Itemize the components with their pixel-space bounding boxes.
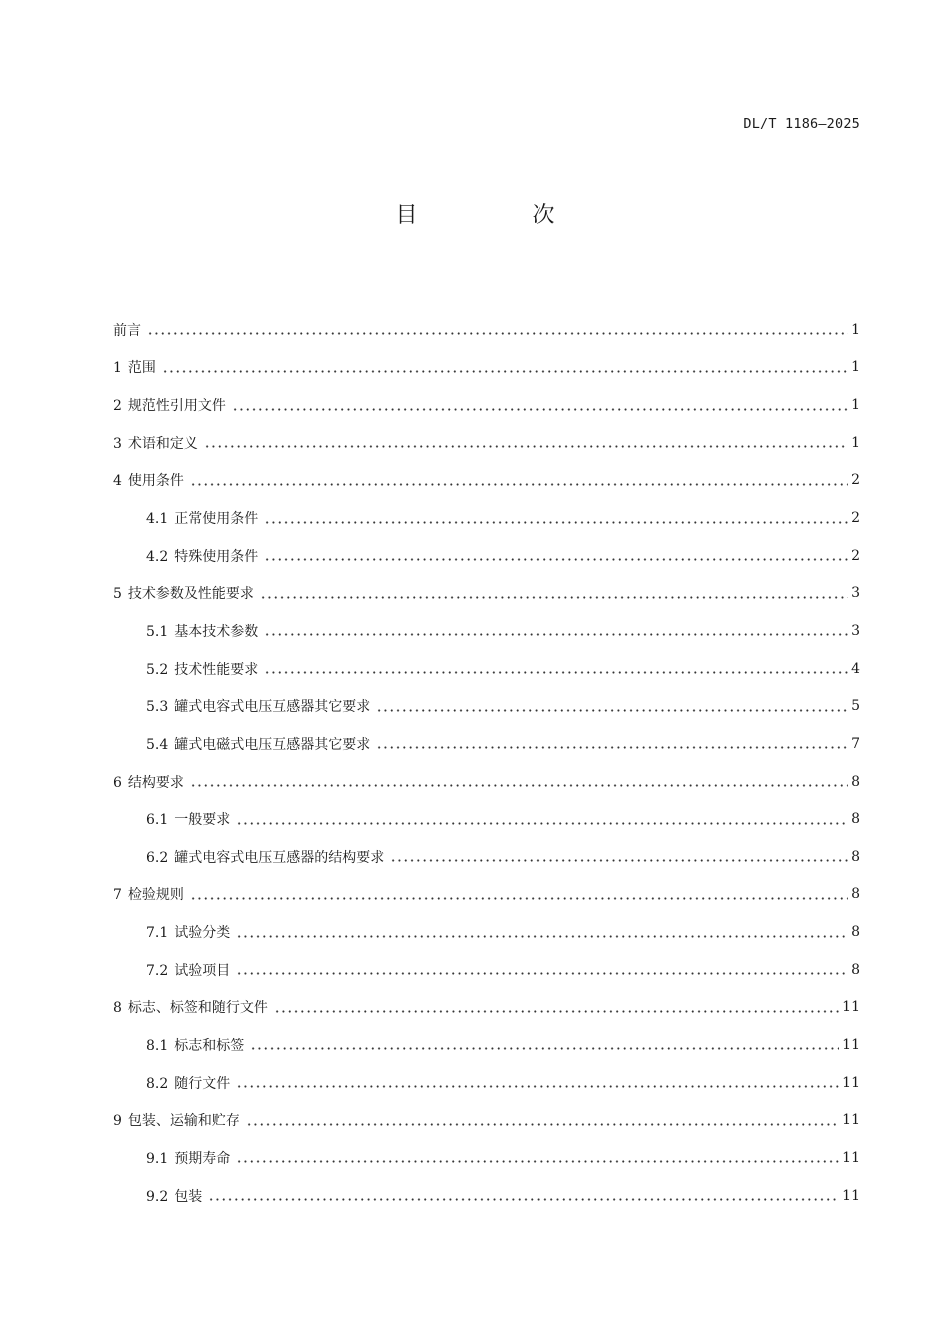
toc-entry[interactable]	[113, 913, 860, 951]
toc-entry[interactable]	[113, 1064, 860, 1102]
toc-entry-label	[146, 1186, 205, 1206]
dot-leader	[236, 972, 848, 975]
toc-entry-number: 7.1	[146, 925, 169, 942]
toc-entry-label	[146, 734, 373, 754]
toc-entry-page-number: 2	[851, 472, 860, 489]
dot-leader	[236, 1085, 839, 1088]
dot-leader	[236, 935, 848, 938]
dot-leader	[376, 746, 848, 749]
dot-leader	[232, 408, 848, 411]
toc-entry-page-number: 8	[851, 924, 860, 941]
toc-entry-label	[113, 395, 229, 415]
toc-entry-title: 正常使用条件	[174, 511, 259, 528]
toc-entry-number: 5.1	[146, 623, 169, 640]
dot-leader	[190, 483, 848, 486]
toc-entry-number: 5.2	[146, 661, 169, 678]
toc-entry[interactable]	[113, 424, 860, 462]
dot-leader	[264, 671, 848, 674]
dot-leader	[264, 558, 848, 561]
toc-entry-page-number: 8	[851, 961, 860, 978]
toc-entry-number: 9.1	[146, 1150, 169, 1167]
toc-entry-title: 罐式电容式电压互感器其它要求	[174, 699, 371, 716]
toc-entry[interactable]	[113, 537, 860, 575]
dot-leader	[162, 370, 848, 373]
toc-entry-label	[146, 809, 233, 829]
toc-entry-label	[113, 357, 159, 377]
toc-entry-number: 8	[113, 1000, 122, 1017]
toc-entry-title: 罐式电磁式电压互感器其它要求	[174, 736, 371, 753]
toc-entry-title: 术语和定义	[127, 435, 198, 452]
toc-entry-label	[146, 621, 261, 641]
toc-entry-number: 6.2	[146, 849, 169, 866]
toc-entry-label	[146, 659, 261, 679]
toc-entry-page-number: 1	[851, 397, 860, 414]
toc-entry-title: 结构要求	[127, 774, 184, 791]
toc-entry-label	[146, 508, 261, 528]
toc-entry[interactable]	[113, 725, 860, 763]
toc-entry-page-number: 11	[842, 999, 860, 1016]
toc-entry-title: 特殊使用条件	[174, 548, 259, 565]
toc-entry-number: 8.2	[146, 1075, 169, 1092]
dot-leader	[204, 445, 848, 448]
toc-entry-number: 3	[113, 435, 122, 452]
toc-title: 目 次	[395, 203, 609, 228]
toc-entry-title: 技术参数及性能要求	[127, 586, 254, 603]
toc-entry-title: 包装、运输和贮存	[127, 1113, 240, 1130]
toc-entry-title: 前言	[113, 322, 141, 339]
toc-entry-number: 4	[113, 473, 122, 490]
toc-entry-page-number: 8	[851, 811, 860, 828]
toc-entry-label	[113, 772, 187, 792]
dot-leader	[147, 332, 848, 335]
toc-entry[interactable]	[113, 951, 860, 989]
toc-entry-number: 5.4	[146, 736, 169, 753]
toc-entry-number: 9.2	[146, 1188, 169, 1205]
toc-entry-title: 试验分类	[174, 925, 231, 942]
toc-entry-title: 标志和标签	[174, 1037, 245, 1054]
toc-entry-page-number: 11	[842, 1149, 860, 1166]
toc-entry-page-number: 2	[851, 547, 860, 564]
dot-leader	[236, 822, 848, 825]
toc-entry-number: 6	[113, 774, 122, 791]
toc-entry[interactable]	[113, 1101, 860, 1139]
toc-entry[interactable]	[113, 1139, 860, 1177]
dot-leader	[208, 1198, 839, 1201]
toc-entry-page-number: 4	[851, 660, 860, 677]
toc-entry-page-number: 3	[851, 622, 860, 639]
toc-entry-label	[146, 847, 387, 867]
toc-entry-number: 9	[113, 1113, 122, 1130]
toc-entry[interactable]	[113, 650, 860, 688]
toc-entry-title: 罐式电容式电压互感器的结构要求	[174, 849, 385, 866]
toc-entry-page-number: 11	[842, 1074, 860, 1091]
toc-entry-page-number: 5	[851, 698, 860, 715]
dot-leader	[264, 633, 848, 636]
toc-entry-number: 2	[113, 398, 122, 415]
toc-entry-label	[113, 470, 187, 490]
toc-entry-number: 8.1	[146, 1037, 169, 1054]
toc-entry-label	[146, 960, 233, 980]
toc-entry-title: 检验规则	[127, 887, 184, 904]
toc-entry-label	[113, 320, 144, 340]
toc-entry-page-number: 1	[851, 321, 860, 338]
toc-entry-page-number: 11	[842, 1187, 860, 1204]
toc-entry-label	[146, 1073, 233, 1093]
toc-entry[interactable]	[113, 687, 860, 725]
toc-entry-number: 4.2	[146, 548, 169, 565]
standard-number: DL/T 1186—2025	[743, 116, 860, 132]
toc-entry[interactable]	[113, 311, 860, 349]
dot-leader	[190, 784, 848, 787]
toc-entry-title: 试验项目	[174, 962, 231, 979]
toc-entry-number: 4.1	[146, 511, 169, 528]
toc-entry[interactable]	[113, 349, 860, 387]
toc-entry-title: 包装	[174, 1188, 203, 1205]
toc-entry-title: 预期寿命	[174, 1150, 231, 1167]
toc-entry-number: 1	[113, 360, 122, 377]
toc-entry-title: 规范性引用文件	[127, 398, 226, 415]
dot-leader	[390, 859, 848, 862]
toc-entry-label	[146, 922, 233, 942]
dot-leader	[250, 1047, 839, 1050]
toc-entry-label	[146, 1148, 233, 1168]
dot-leader	[190, 897, 848, 900]
toc-entry[interactable]	[113, 499, 860, 537]
toc-entry[interactable]	[113, 800, 860, 838]
table-of-contents	[113, 311, 860, 1214]
toc-entry[interactable]	[113, 386, 860, 424]
toc-entry-title: 随行文件	[174, 1075, 231, 1092]
toc-entry-page-number: 7	[851, 735, 860, 752]
toc-entry[interactable]	[113, 763, 860, 801]
toc-entry-title: 技术性能要求	[174, 661, 259, 678]
toc-entry[interactable]	[113, 876, 860, 914]
toc-entry-number: 5	[113, 586, 122, 603]
toc-entry-label	[113, 884, 187, 904]
dot-leader	[246, 1123, 839, 1126]
dot-leader	[260, 596, 848, 599]
toc-entry-page-number: 11	[842, 1112, 860, 1129]
toc-entry-number: 6.1	[146, 812, 169, 829]
toc-entry-page-number: 1	[851, 359, 860, 376]
toc-entry-label	[113, 583, 257, 603]
toc-entry[interactable]	[113, 838, 860, 876]
toc-entry[interactable]	[113, 574, 860, 612]
toc-entry-page-number: 8	[851, 848, 860, 865]
toc-entry-label	[113, 433, 201, 453]
toc-entry-page-number: 11	[842, 1036, 860, 1053]
toc-entry-number: 7.2	[146, 962, 169, 979]
toc-entry-label	[146, 546, 261, 566]
toc-entry[interactable]	[113, 462, 860, 500]
dot-leader	[274, 1010, 839, 1013]
toc-entry-title: 标志、标签和随行文件	[127, 1000, 268, 1017]
dot-leader	[264, 521, 848, 524]
toc-entry[interactable]	[113, 612, 860, 650]
dot-leader	[376, 709, 848, 712]
toc-entry[interactable]	[113, 1026, 860, 1064]
toc-entry-label	[113, 1110, 243, 1130]
toc-entry[interactable]	[113, 1177, 860, 1215]
toc-entry-page-number: 2	[851, 510, 860, 527]
toc-entry-title: 基本技术参数	[174, 623, 259, 640]
toc-entry-label	[146, 696, 373, 716]
dot-leader	[236, 1160, 839, 1163]
toc-entry-page-number: 3	[851, 585, 860, 602]
toc-entry-label	[113, 997, 271, 1017]
toc-entry-number: 7	[113, 887, 122, 904]
toc-entry-title: 使用条件	[127, 473, 184, 490]
toc-entry-page-number: 8	[851, 886, 860, 903]
toc-entry-page-number: 1	[851, 434, 860, 451]
toc-entry-title: 一般要求	[174, 812, 231, 829]
toc-entry-page-number: 8	[851, 773, 860, 790]
toc-entry-title: 范围	[127, 360, 156, 377]
toc-entry-number: 5.3	[146, 699, 169, 716]
toc-entry[interactable]	[113, 989, 860, 1027]
toc-entry-label	[146, 1035, 247, 1055]
